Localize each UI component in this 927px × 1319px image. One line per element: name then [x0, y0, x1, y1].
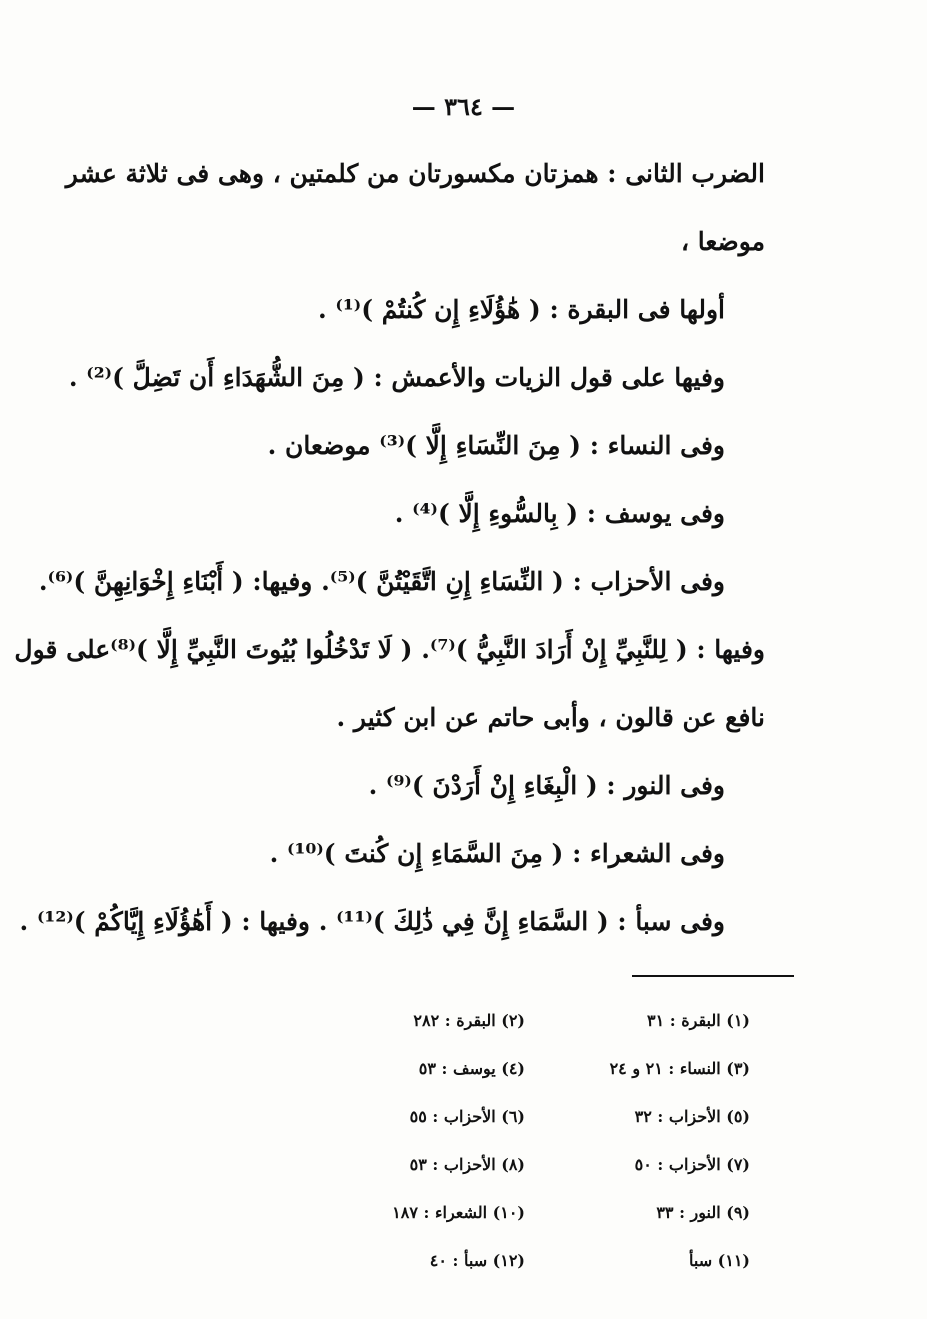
footnote: (٢) البقرة : ٢٨٢ [413, 1010, 525, 1030]
footnote: (٩) النور : ٣٣ [656, 1202, 750, 1222]
text-line: أولها فى البقرة : ( هَٰؤُلَاءِ إِن كُنتُمْ )⁽¹⁾ . [317, 295, 725, 324]
text-line: وفى يوسف : ( بِالسُّوءِ إِلَّا )⁽⁴⁾ . [394, 499, 725, 528]
body-text [14, 140, 765, 956]
footnote: (١٠) الشعراء : ١٨٧ [392, 1202, 525, 1222]
footnote-rule [632, 975, 794, 977]
text-line: وفيها : ( لِلنَّبِيِّ إِنْ أَرَادَ النَّبِيُّ )⁽⁷⁾. ( لَا تَدْخُلُوا بُيُوتَ النَّبِيِّ إِلَّا )⁽⁸⁾على قول [14, 635, 765, 664]
text-line: الضرب الثانى : همزتان مكسورتان من كلمتين ، وهى فى ثلاثة عشر [65, 159, 765, 188]
footnote: (١٢) سبأ : ٤٠ [429, 1250, 525, 1270]
footnote: (٧) الأحزاب : ٥٠ [634, 1154, 750, 1174]
footnote: (١) البقرة : ٣١ [647, 1010, 750, 1030]
footnote-row [300, 1092, 750, 1140]
text-line: وفى النساء : ( مِنَ النِّسَاءِ إِلَّا )⁽³⁾ موضعان . [267, 431, 725, 460]
footnote: (٨) الأحزاب : ٥٣ [409, 1154, 525, 1174]
footnote-row [300, 1236, 750, 1284]
footnote: (٦) الأحزاب : ٥٥ [409, 1106, 525, 1126]
footnote-row [300, 1044, 750, 1092]
page-number: — ٣٦٤ — [411, 92, 516, 121]
text-line: وفى سبأ : ( السَّمَاءِ إِنَّ فِي ذَٰلِكَ )⁽¹¹⁾ . وفيها : ( أَهَٰؤُلَاءِ إِيَّاكُمْ )⁽¹²⁾ . [19, 907, 725, 936]
footnote: (٤) يوسف : ٥٣ [418, 1058, 525, 1078]
text-line: وفى الأحزاب : ( النِّسَاءِ إِنِ اتَّقَيْتُنَّ )⁽⁵⁾. وفيها: ( أَبْنَاءِ إِخْوَانِهِنَّ )⁽⁶⁾. [38, 567, 725, 596]
text-line: وفى الشعراء : ( مِنَ السَّمَاءِ إِن كُنتَ )⁽¹⁰⁾ . [269, 839, 725, 868]
footnote: (٣) النساء : ٢١ و ٢٤ [609, 1058, 750, 1078]
text-line: نافع عن قالون ، وأبى حاتم عن ابن كثير . [336, 703, 765, 732]
text-line: موضعا ، [681, 227, 765, 256]
footnote-row [300, 1140, 750, 1188]
footnote-row [300, 1188, 750, 1236]
footnotes [300, 996, 750, 1284]
footnote-row [300, 996, 750, 1044]
text-line: وفيها على قول الزيات والأعمش : ( مِنَ الشُّهَدَاءِ أَن تَضِلَّ )⁽²⁾ . [68, 363, 725, 392]
footnote: (٥) الأحزاب : ٣٢ [634, 1106, 750, 1126]
footnote: (١١) سبأ [688, 1250, 750, 1270]
text-line: وفى النور : ( الْبِغَاءِ إِنْ أَرَدْنَ )⁽⁹⁾ . [368, 771, 725, 800]
